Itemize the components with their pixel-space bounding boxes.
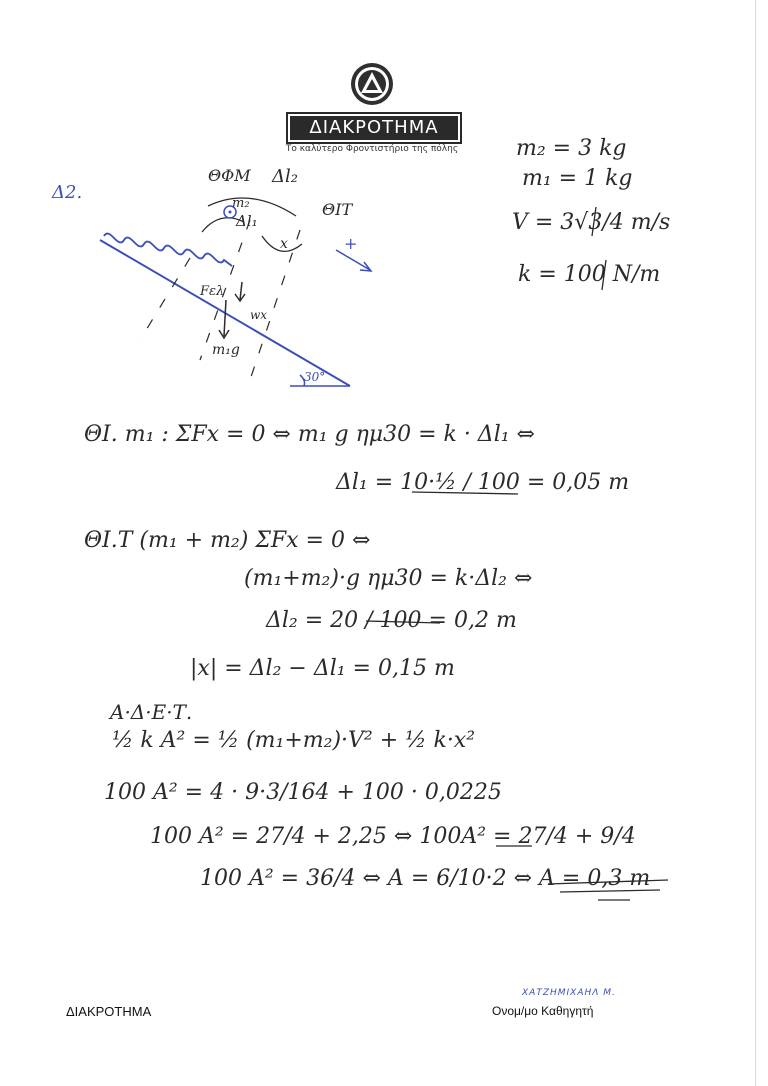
label-weight: m₁g [212, 342, 240, 358]
label-angle: 30° [304, 370, 326, 384]
teacher-label: Ονομ/μο Καθηγητή [492, 1004, 594, 1018]
footer-brand: ΔΙΑΚΡΟΤΗΜΑ [66, 1004, 152, 1019]
solution-line-10: 100 A² = 27/4 + 2,25 ⇔ 100A² = 27/4 + 9/4 [150, 824, 636, 849]
solution-line-8: ½ k A² = ½ (m₁+m₂)·V² + ½ k·x² [112, 728, 476, 753]
solution-line-6: |x| = Δl₂ − Δl₁ = 0,15 m [190, 656, 455, 681]
solution-line-2: Δl₁ = 10·½ / 100 = 0,05 m [336, 470, 630, 495]
solution-line-1: ΘΙ. m₁ : ΣFx = 0 ⇔ m₁ g ημ30 = k · Δl₁ ⇔ [84, 422, 535, 447]
label-natural-length: ΘΦΜ [208, 166, 251, 185]
teacher-name: ΧΑΤΖΗΜΙΧΑΗΛ Μ. [522, 988, 616, 998]
label-wx: wx [250, 308, 268, 322]
brand-tagline: Το καλύτερο Φροντιστήριο της πόλης [285, 144, 459, 154]
spring [104, 234, 232, 266]
solution-line-11: 100 A² = 36/4 ⇔ A = 6/10·2 ⇔ A = 0,3 m [200, 866, 651, 891]
solution-line-7: Α·Δ·Ε·Τ. [110, 700, 193, 724]
given-k: k = 100 N/m [518, 262, 661, 287]
label-eq2: ΘΙΤ [322, 200, 353, 219]
label-dl1: Δl₁ [236, 212, 258, 230]
problem-label: Δ2. [52, 182, 83, 203]
solution-line-9: 100 A² = 4 · 9·3/164 + 100 · 0,0225 [104, 780, 502, 805]
given-m2: m₂ = 3 kg [516, 136, 627, 161]
solution-line-5: Δl₂ = 20 / 100 = 0,2 m [266, 608, 517, 633]
label-force: Fελ [200, 284, 225, 299]
given-m1: m₁ = 1 kg [522, 166, 633, 191]
label-dl2: Δl₂ [272, 166, 298, 187]
label-m2: m₂ [232, 196, 250, 211]
label-plus: + [344, 234, 358, 253]
solution-line-3: ΘΙ.Τ (m₁ + m₂) ΣFx = 0 ⇔ [84, 528, 371, 553]
solution-line-4: (m₁+m₂)·g ημ30 = k·Δl₂ ⇔ [244, 566, 533, 591]
given-velocity: V = 3√3/4 m/s [512, 210, 671, 235]
brand-wordmark: ΔΙΑΚΡΟΤΗΜΑ [288, 114, 460, 142]
label-x: x [280, 236, 288, 252]
